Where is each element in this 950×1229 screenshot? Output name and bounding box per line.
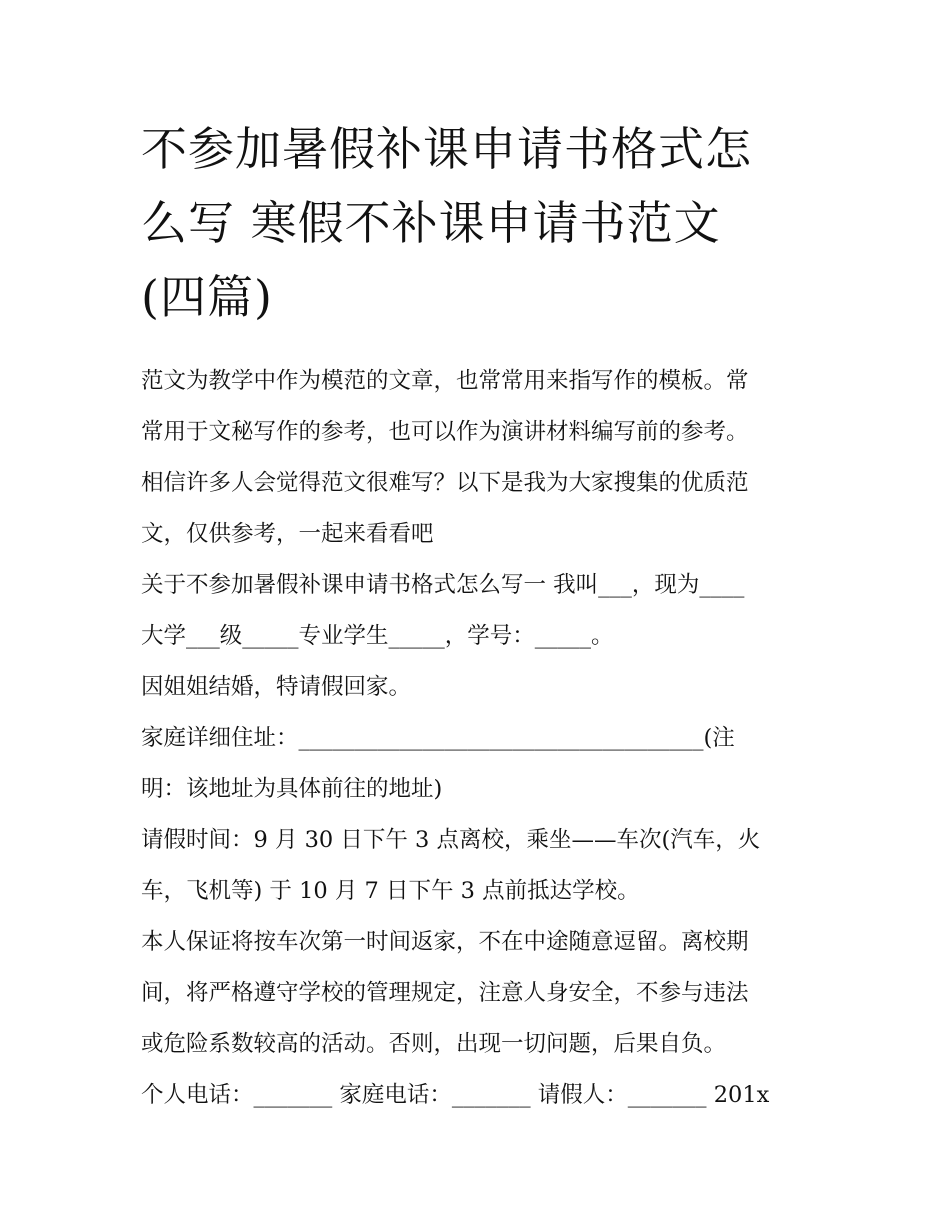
body-line: 车，飞机等) 于 10 月 7 日下午 3 点前抵达学校。: [141, 878, 640, 904]
body-line: 相信许多人会觉得范文很难写？以下是我为大家搜集的优质范: [141, 470, 749, 496]
title-line: 不参加暑假补课申请书格式怎: [141, 122, 752, 176]
body-line: 范文为教学中作为模范的文章，也常常用来指写作的模板。常: [141, 368, 749, 394]
body-line: 关于不参加暑假补课申请书格式怎么写一 我叫___，现为____: [141, 572, 745, 598]
body-line: 或危险系数较高的活动。否则，出现一切问题，后果自负。: [141, 1031, 727, 1057]
body-line: 常用于文秘写作的参考，也可以作为演讲材料编写前的参考。: [141, 419, 749, 445]
body-line: 因姐姐结婚，特请假回家。: [141, 674, 412, 700]
body-line: 间，将严格遵守学校的管理规定，注意人身安全，不参与违法: [141, 980, 749, 1006]
body-line: 文，仅供参考，一起来看看吧: [141, 521, 434, 547]
body-line: 家庭详细住址：____________________________________(注: [141, 725, 735, 751]
body-line: 明：该地址为具体前往的地址): [141, 776, 443, 802]
body-line: 大学___级_____专业学生_____，学号：_____。: [141, 623, 614, 649]
title-line: 么写 寒假不补课申请书范文: [141, 196, 721, 250]
body-line: 本人保证将按车次第一时间返家，不在中途随意逗留。离校期: [141, 929, 749, 955]
title-line: (四篇): [141, 270, 273, 324]
body-line: 请假时间：9 月 30 日下午 3 点离校，乘坐——车次(汽车，火: [141, 827, 761, 853]
document-title: [141, 112, 821, 334]
body-line: 个人电话：_______ 家庭电话：_______ 请假人：_______ 201x: [141, 1082, 770, 1108]
document-body: [141, 356, 817, 1121]
